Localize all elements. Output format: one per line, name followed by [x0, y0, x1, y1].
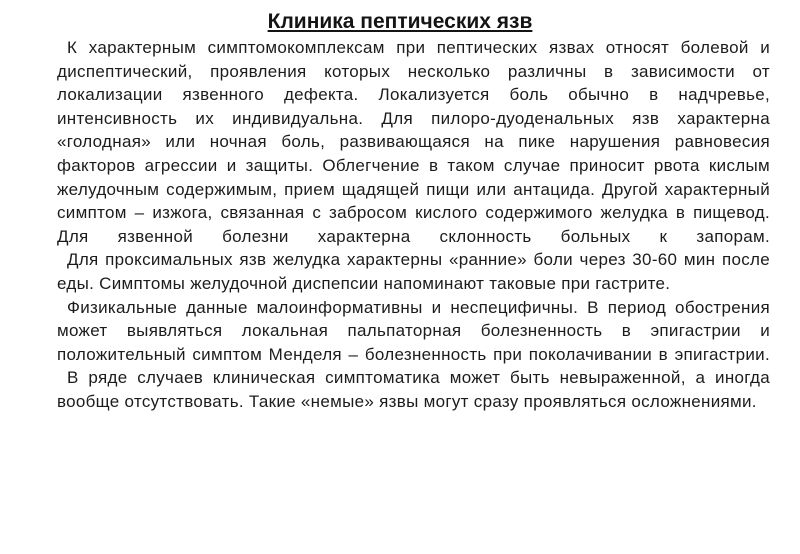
- slide-body: [57, 36, 770, 414]
- slide-title: Клиника пептических язв: [267, 10, 533, 33]
- paragraph-symptoms: К характерным симптомокомплексам при пептических язвах относят болевой и диспептический, проявления которых несколько различны в зависимости от локализации язвенного дефекта. Локализуется боль обычно в надчревье, интенсивность их индивидуальна. Для пилоро-дуоденальных язв характерна «голодная» или ночная боль, развивающаяся на пике нарушения равновесия факторов агрессии и защиты. Облегчение в таком случае приносит рвота кислым желудочным содержимым, прием щадящей пищи или антацида. Другой характерный симптом – изжога, связанная с забросом кислого содержимого желудка в пищевод. Для язвенной болезни характерна склонность больных к запорам.: [57, 38, 770, 246]
- paragraph-silent-ulcers: В ряде случаев клиническая симптоматика может быть невыраженной, а иногда вообще отсутствовать. Такие «немые» язвы могут сразу проявляться осложнениями.: [57, 368, 770, 411]
- paragraph-proximal-ulcers: Для проксимальных язв желудка характерны «ранние» боли через 30-60 мин после еды. Симптомы желудочной диспепсии напоминают таковые при гастрите.: [57, 250, 770, 293]
- paragraph-physical-findings: Физикальные данные малоинформативны и неспецифичны. В период обострения может выявляться локальная пальпаторная болезненность в эпигастрии и положительный симптом Менделя – болезненность при поколачивании в эпигастрии.: [57, 297, 770, 364]
